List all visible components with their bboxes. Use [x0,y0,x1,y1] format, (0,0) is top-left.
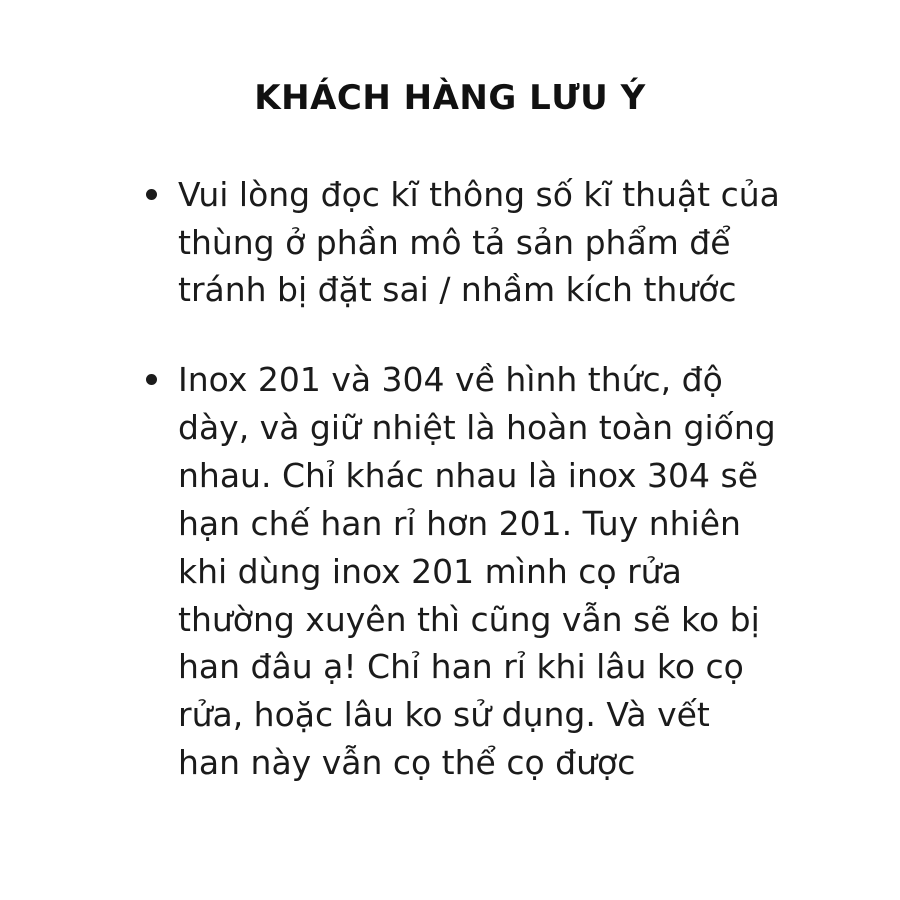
page-title: KHÁCH HÀNG LƯU Ý [254,78,646,118]
bullet-dot-icon [146,189,157,200]
bullet-dot-icon [146,374,157,385]
note-text: Vui lòng đọc kĩ thông số kĩ thuật của thùng ở phần mô tả sản phẩm để tránh bị đặt sai / nhầm kích thước [178,174,780,310]
notes-list [120,171,780,787]
note-text: Inox 201 và 304 về hình thức, độ dày, và giữ nhiệt là hoàn toàn giống nhau. Chỉ khác nhau là inox 304 sẽ hạn chế han rỉ hơn 201. Tuy nhiên khi dùng inox 201 mình cọ rửa thường xuyên thì cũng vẫn sẽ ko bị han đâu ạ! Chỉ han rỉ khi lâu ko cọ rửa, hoặc lâu ko sử dụng. Và vết han này vẫn cọ thể cọ được [178,360,776,783]
list-item [120,171,780,315]
list-item [120,356,780,787]
